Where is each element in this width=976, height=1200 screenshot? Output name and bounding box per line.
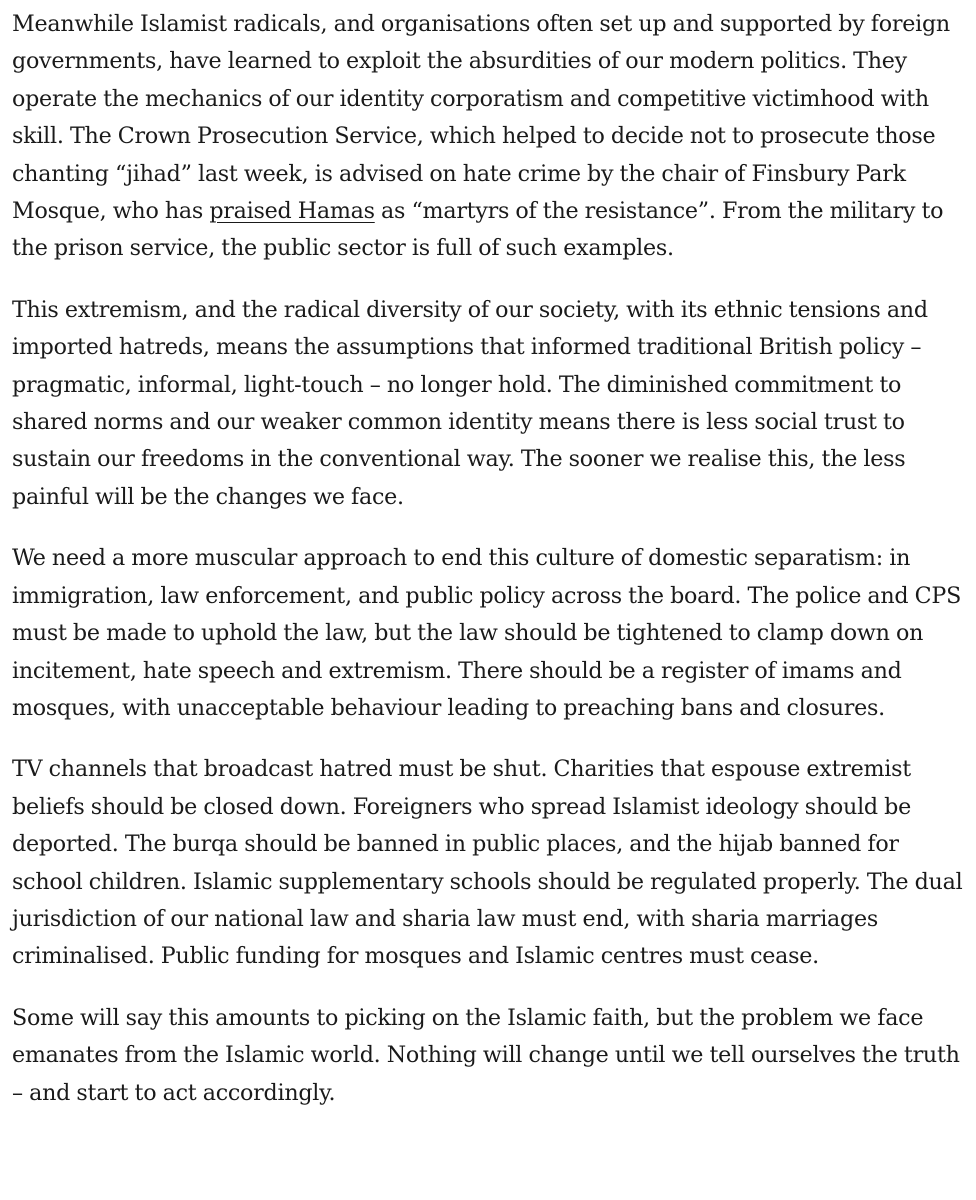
article-paragraph-2: This extremism, and the radical diversity of our society, with its ethnic tensions and imported hatreds, means the assumptions that informed traditional British policy – pragmatic, informal, light-touch – no longer hold. The diminished commitment to shared norms and our weaker common identity means there is less social trust to sustain our freedoms in the conventional way. The sooner we realise this, the less painful will be the changes we face. [12, 296, 928, 510]
article-body [12, 6, 964, 1112]
article-paragraph-4: TV channels that broadcast hatred must be shut. Charities that espouse extremist beliefs should be closed down. Foreigners who spread Islamist ideology should be deported. The burqa should be banned in public places, and the hijab banned for school children. Islamic supplementary schools should be regulated properly. The dual jurisdiction of our national law and sharia law must end, with sharia marriages criminalised. Public funding for mosques and Islamic centres must cease. [12, 756, 963, 970]
paragraph-1-text-start: Meanwhile Islamist radicals, and organisations often set up and supported by foreign governments, have learned to exploit the absurdities of our modern politics. They operate the mechanics of our identity corporatism and competitive victimhood with skill. The Crown Prosecution Service, which helped to decide not to prosecute those chanting “jihad” last week, is advised on hate crime by the chair of Finsbury Park Mosque, who has [12, 11, 950, 225]
praised-hamas-link[interactable]: praised Hamas [209, 198, 375, 225]
paragraph-1-text-end: as “martyrs of the resistance”. From the military to the prison service, the public sector is full of such examples. [12, 198, 944, 262]
article-paragraph-3: We need a more muscular approach to end this culture of domestic separatism: in immigration, law enforcement, and public policy across the board. The police and CPS must be made to uphold the law, but the law should be tightened to clamp down on incitement, hate speech and extremism. There should be a register of imams and mosques, with unacceptable behaviour leading to preaching bans and closures. [12, 545, 962, 721]
article-paragraph-5: Some will say this amounts to picking on the Islamic faith, but the problem we face emanates from the Islamic world. Nothing will change until we tell ourselves the truth – and start to act accordingly. [12, 1004, 960, 1106]
article-paragraph-1 [12, 6, 964, 268]
